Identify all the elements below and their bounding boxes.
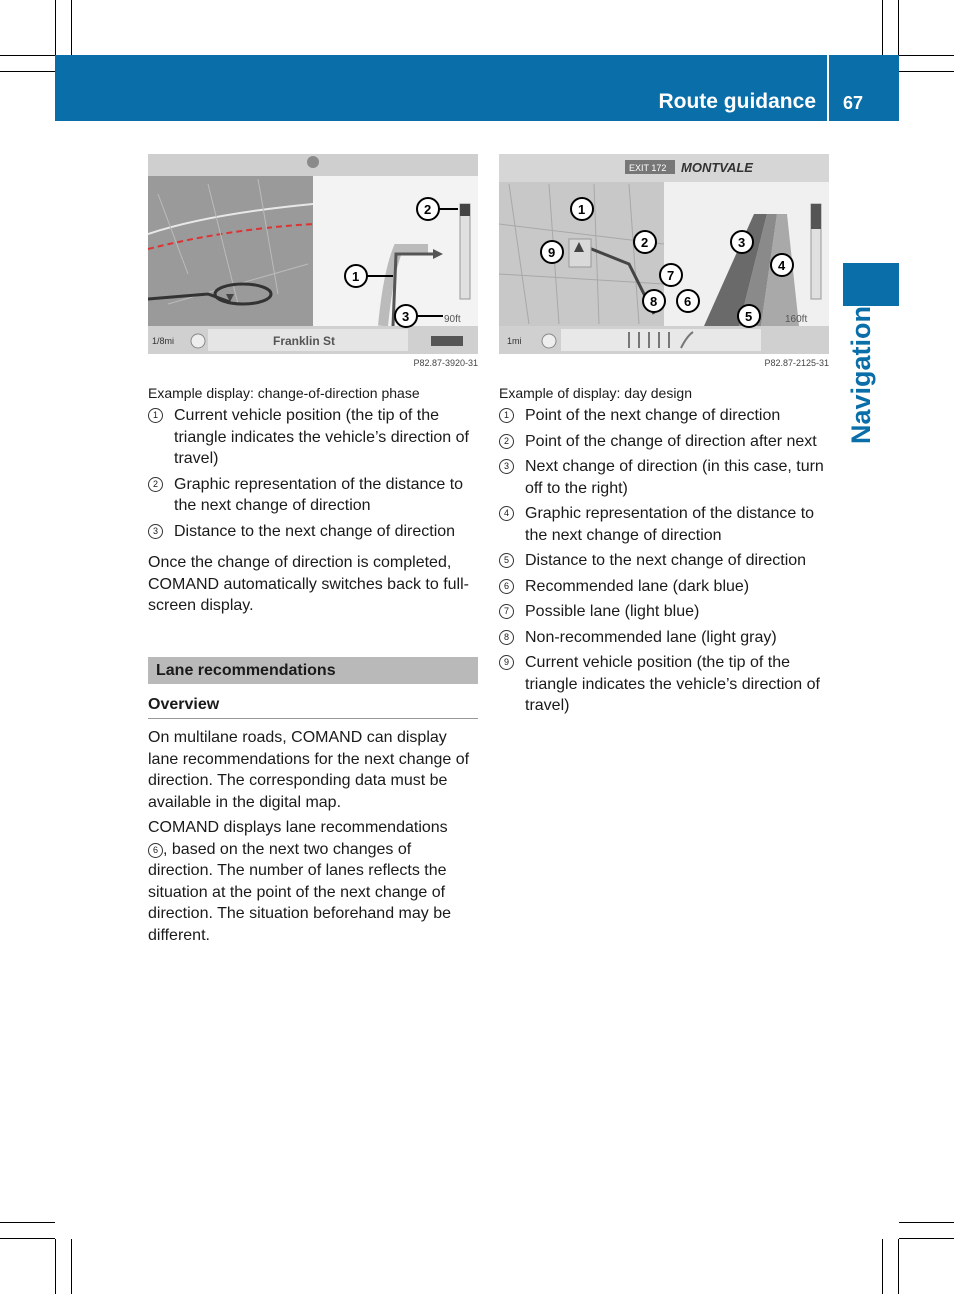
navigation-display-image	[148, 154, 478, 354]
list-item-text: Next change of direction (in this case, turn off to the right)	[525, 458, 824, 497]
subheading: Overview	[148, 694, 478, 720]
callout	[571, 198, 593, 220]
callout	[345, 265, 367, 287]
crop-mark	[899, 1222, 954, 1223]
paragraph-text: , based on the next two changes of direction. The number of lanes reflects the situation at the point of the next change of direction. The situation beforehand may be different.	[148, 840, 452, 944]
crop-mark	[55, 0, 56, 55]
callout	[541, 241, 563, 263]
list-item-text: Graphic representation of the distance to the next change of direction	[174, 475, 464, 514]
body-paragraph: On multilane roads, COMAND can display lane recommendations for the next change of direction. The corresponding data must be available in the digital map.	[148, 729, 470, 811]
svg-text:4: 4	[778, 258, 786, 273]
crop-mark	[899, 55, 954, 56]
place-name: MONTVALE	[681, 160, 753, 175]
callout	[395, 305, 417, 327]
callout	[643, 290, 665, 312]
figure-code: P82.87-2125-31	[764, 358, 829, 368]
svg-text:1: 1	[352, 269, 360, 284]
crop-mark	[0, 71, 55, 72]
list-item	[499, 601, 829, 623]
list-item-text: Graphic representation of the distance to the next change of direction	[525, 505, 815, 544]
section-tab-label: Navigation	[846, 305, 876, 445]
callout-number: 9	[499, 655, 514, 670]
figure-code: P82.87-3920-31	[413, 358, 478, 368]
figure-caption: Example of display: day design	[499, 385, 692, 401]
list-item-text: Possible lane (light blue)	[525, 603, 700, 620]
page-number: 67	[843, 93, 864, 113]
list-item	[148, 474, 478, 517]
list-item-text: Point of the next change of direction	[525, 407, 781, 424]
crop-mark	[898, 0, 899, 55]
navigation-display-image	[499, 154, 829, 354]
callout-number: 3	[148, 524, 163, 539]
svg-text:1: 1	[578, 202, 586, 217]
callout-number: 1	[148, 408, 163, 423]
svg-text:2: 2	[424, 202, 432, 217]
list-item-text: Non-recommended lane (light gray)	[525, 628, 777, 646]
list-item-text: Current vehicle position (the tip of the triangle indicates the vehicle’s direction of travel)	[525, 654, 820, 714]
figure-day-design	[499, 154, 829, 354]
crop-mark	[882, 0, 883, 55]
callout-number: 2	[499, 434, 514, 449]
list-item-text: Current vehicle position (the tip of the triangle indicates the vehicle’s direction of travel)	[174, 407, 469, 467]
crop-mark	[71, 0, 72, 55]
figure-change-of-direction	[148, 154, 478, 354]
map-scale: 1mi	[507, 336, 522, 346]
crop-mark	[898, 1239, 899, 1294]
callout	[417, 198, 439, 220]
body-paragraph: Once the change of direction is completed, COMAND automatically switches back to full-screen display.	[148, 554, 469, 614]
svg-text:9: 9	[548, 245, 556, 260]
svg-text:8: 8	[650, 294, 658, 309]
crop-mark	[0, 1222, 55, 1223]
list-item-text: Recommended lane (dark blue)	[525, 577, 750, 595]
legend-list	[499, 405, 829, 717]
list-item-text: Point of the change of direction after next	[525, 432, 817, 450]
svg-text:3: 3	[738, 235, 746, 250]
list-item	[148, 405, 478, 470]
callout	[634, 231, 656, 253]
crop-mark	[899, 1238, 954, 1239]
header-title: Route guidance	[658, 90, 816, 113]
figure-caption: Example display: change-of-direction phase	[148, 385, 420, 401]
callout-number: 7	[499, 604, 514, 619]
crop-mark	[55, 1239, 56, 1294]
legend-list	[148, 405, 478, 542]
distance-readout: 90ft	[444, 314, 461, 325]
crop-mark	[899, 71, 954, 72]
right-column	[499, 154, 829, 721]
list-item	[499, 456, 829, 499]
svg-text:7: 7	[667, 268, 675, 283]
crop-mark	[0, 1238, 55, 1239]
list-item-text: Distance to the next change of direction	[525, 552, 807, 569]
body-paragraph	[148, 817, 478, 946]
callout-number: 5	[499, 553, 514, 568]
list-item	[499, 405, 829, 427]
callout-number: 4	[499, 506, 514, 521]
list-item	[499, 550, 829, 572]
header-divider	[827, 55, 829, 121]
callout-number: 1	[499, 408, 514, 423]
list-item	[499, 652, 829, 717]
crop-mark	[0, 55, 55, 56]
paragraph-text: COMAND displays lane recommendations	[148, 819, 448, 836]
map-scale: 1/8mi	[152, 336, 175, 346]
svg-text:3: 3	[402, 309, 410, 324]
section-heading: Lane recommendations	[148, 657, 478, 684]
callout	[771, 254, 793, 276]
left-column	[148, 154, 478, 950]
callout-number: 8	[499, 630, 514, 645]
callout	[660, 264, 682, 286]
list-item	[499, 503, 829, 546]
list-item-text: Distance to the next change of direction	[174, 522, 456, 540]
callout-number: 3	[499, 459, 514, 474]
callout	[677, 290, 699, 312]
street-name: Franklin St	[273, 334, 336, 348]
callout	[731, 231, 753, 253]
callout-number: 6	[148, 843, 163, 858]
list-item	[148, 521, 478, 543]
exit-sign: EXIT 172	[629, 163, 667, 173]
crop-mark	[882, 1239, 883, 1294]
list-item	[499, 576, 829, 598]
svg-text:2: 2	[641, 235, 649, 250]
svg-text:6: 6	[684, 294, 692, 309]
callout-number: 6	[499, 579, 514, 594]
callout-number: 2	[148, 477, 163, 492]
distance-readout: 160ft	[785, 314, 808, 325]
list-item	[499, 627, 829, 649]
svg-text:5: 5	[745, 309, 753, 324]
list-item	[499, 431, 829, 453]
crop-mark	[71, 1239, 72, 1294]
callout	[738, 305, 760, 327]
